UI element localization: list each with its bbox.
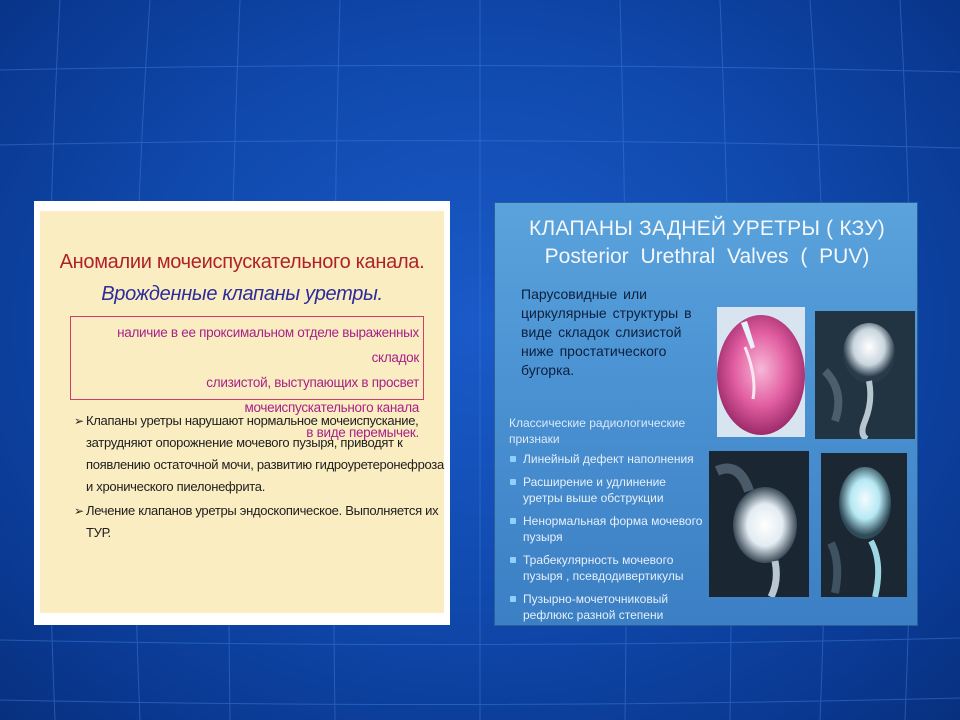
urethrogram-image-2: [709, 451, 809, 597]
bullet-line: Лечение клапанов уретры эндоскопическое. Выполняется их: [86, 503, 439, 518]
square-bullet-icon: [510, 518, 516, 524]
urethrogram-image-3: [821, 453, 907, 597]
definition-line: слизистой, выступающих в просвет мочеиспускательного канала: [206, 375, 419, 415]
definition-line: в виде перемычек.: [306, 425, 419, 440]
bullet-line: Клапаны уретры нарушают нормальное мочеиспускание,: [86, 413, 419, 428]
xray-photo: [821, 453, 907, 597]
sign-line: Трабекулярность мочевого: [523, 553, 674, 567]
square-bullet-icon: [510, 557, 516, 563]
square-bullet-icon: [510, 456, 516, 462]
sign-line: рефлюкс разной степени: [523, 608, 664, 622]
bullet-line: ТУР.: [86, 525, 111, 540]
sign-line: пузыря , псевдодивертикулы: [523, 569, 684, 583]
sign-line: пузыря: [523, 530, 563, 544]
right-title-ru: КЛАПАНЫ ЗАДНЕЙ УРЕТРЫ ( КЗУ): [528, 217, 885, 240]
right-title-en: Posterior Urethral Valves ( PUV): [544, 245, 870, 268]
sign-line: Расширение и удлинение: [523, 475, 666, 489]
radiology-section-heading: [509, 415, 709, 447]
description-line: виде складок слизистой: [521, 324, 682, 340]
definition-line: наличие в ее проксимальном отделе выраженных складок: [117, 325, 419, 365]
left-slide-content: [40, 211, 444, 613]
sign-line: уретры выше обструкции: [523, 491, 664, 505]
radiology-signs-list: [509, 451, 714, 626]
description-line: бугорка.: [521, 362, 575, 378]
sign-item: [509, 552, 714, 584]
description-line: Парусовидные или: [521, 286, 647, 302]
bullet-line: и хронического пиелонефрита.: [86, 479, 266, 494]
xray-photo: [815, 311, 915, 439]
arrow-bullet-icon: ➢: [74, 414, 84, 428]
bullet-list: [74, 410, 444, 546]
sign-item: [509, 513, 714, 545]
left-title-line2: Врожденные клапаны уретры.: [101, 283, 383, 305]
sign-item: [509, 451, 714, 467]
endoscopy-image: [717, 307, 805, 437]
description-line: циркулярные структуры в: [521, 305, 692, 321]
right-description: [521, 285, 721, 380]
square-bullet-icon: [510, 479, 516, 485]
sign-line: Ненормальная форма мочевого: [523, 514, 703, 528]
bullet-line: появлению остаточной мочи, развитию гидроуретеронефроза: [86, 457, 444, 472]
bullet-item: [74, 500, 444, 544]
sign-line: Пузырно-мочеточниковый: [523, 592, 669, 606]
bullet-line: затрудняют опорожнение мочевого пузыря, приводят к: [86, 435, 403, 450]
section-line: Классические радиологические: [509, 416, 686, 430]
description-line: ниже простатического: [521, 343, 667, 359]
right-image-panel: [494, 202, 918, 626]
sign-line: Линейный дефект наполнения: [523, 452, 694, 466]
left-image-panel: [34, 201, 450, 625]
sign-item: [509, 474, 714, 506]
left-title-line1: Аномалии мочеиспускательного канала.: [59, 251, 425, 273]
xray-photo: [709, 451, 809, 597]
urethrogram-image-1: [815, 311, 915, 439]
square-bullet-icon: [510, 596, 516, 602]
section-line: признаки: [509, 432, 560, 446]
arrow-bullet-icon: ➢: [74, 504, 84, 518]
endoscopy-photo: [717, 307, 805, 437]
sign-item: [509, 591, 714, 623]
bullet-item: [74, 410, 444, 498]
